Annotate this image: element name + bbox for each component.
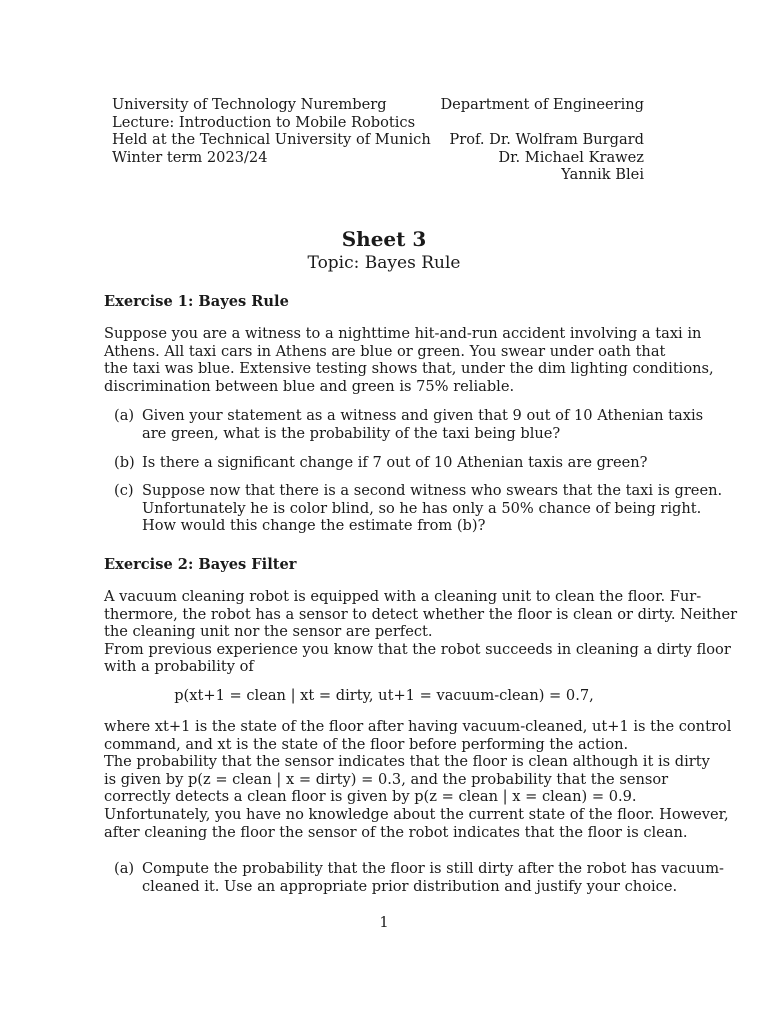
header-person-1: Prof. Dr. Wolfram Burgard [449, 131, 644, 149]
exercise-2-heading: Exercise 2: Bayes Filter [104, 556, 297, 573]
exercise-1-heading: Exercise 1: Bayes Rule [104, 293, 289, 310]
item-line: Is there a significant change if 7 out of 10 Athenian taxis are green? [142, 454, 648, 471]
header-staff-block [440, 96, 644, 184]
paragraph-line: Suppose you are a witness to a nighttime hit-and-run accident involving a taxi in [104, 325, 702, 342]
item-label: (b) [114, 454, 135, 471]
paragraph-line: The probability that the sensor indicates that the floor is clean although it is dirty [104, 753, 710, 771]
item-label: (a) [114, 407, 135, 424]
transition-probability-formula: p(xt+1 = clean | xt = dirty, ut+1 = vacuum-clean) = 0.7, [174, 687, 594, 704]
paragraph-line: Athens. All taxi cars in Athens are blue or green. You swear under oath that [104, 342, 666, 360]
exercise-1-intro [104, 325, 714, 395]
paragraph-line: the cleaning unit nor the sensor are perfect. [104, 623, 433, 641]
paragraph-line: From previous experience you know that the robot succeeds in cleaning a dirty floor [104, 640, 731, 658]
sheet-title-block [0, 226, 768, 274]
paragraph-line: Unfortunately, you have no knowledge about the current state of the floor. However, [104, 805, 729, 823]
item-line: Given your statement as a witness and given that 9 out of 10 Athenian taxis [142, 407, 704, 424]
paragraph-line: A vacuum cleaning robot is equipped with a cleaning unit to clean the floor. Fur- [104, 588, 702, 605]
paragraph-line: command, and xt is the state of the floor before performing the action. [104, 735, 629, 753]
header-institution-block [112, 96, 431, 166]
paragraph-line: discrimination between blue and green is 75% reliable. [104, 377, 515, 395]
item-text [142, 482, 723, 535]
header-person-3: Yannik Blei [561, 166, 644, 184]
exercise-2-intro [104, 588, 738, 676]
item-line: How would this change the estimate from (b)? [142, 517, 486, 535]
header-university: University of Technology Nuremberg [112, 96, 387, 113]
item-line: Compute the probability that the floor is still dirty after the robot has vacuum- [142, 860, 724, 877]
paragraph-line: where xt+1 is the state of the floor after having vacuum-cleaned, ut+1 is the control [104, 718, 732, 735]
paragraph-line: with a probability of [104, 658, 254, 676]
sheet-topic: Topic: Bayes Rule [307, 253, 461, 273]
item-text [142, 454, 654, 472]
paragraph-line: the taxi was blue. Extensive testing shows that, under the dim lighting conditions, [104, 360, 714, 378]
paragraph-line: is given by p(z = clean | x = dirty) = 0.3, and the probability that the sensor [104, 770, 669, 788]
header-held-at: Held at the Technical University of Munich [112, 131, 431, 149]
item-line: cleaned it. Use an appropriate prior distribution and justify your choice. [142, 877, 678, 895]
header-person-2: Dr. Michael Krawez [498, 148, 644, 166]
exercise-2-body [104, 718, 732, 841]
paragraph-line: after cleaning the floor the sensor of the robot indicates that the floor is clean. [104, 823, 688, 841]
paragraph-line: thermore, the robot has a sensor to detect whether the floor is clean or dirty. Neither [104, 605, 738, 623]
item-text [142, 407, 704, 442]
item-label: (c) [114, 482, 134, 499]
header-term: Winter term 2023/24 [112, 148, 268, 166]
header-department: Department of Engineering [440, 96, 644, 113]
paragraph-line: correctly detects a clean floor is given by p(z = clean | x = clean) = 0.9. [104, 788, 637, 806]
sheet-title: Sheet 3 [341, 227, 427, 251]
item-line: Suppose now that there is a second witness who swears that the taxi is green. [142, 482, 723, 499]
item-line: Unfortunately he is color blind, so he has only a 50% chance of being right. [142, 499, 702, 517]
page-number: 1 [379, 914, 389, 931]
item-text [142, 860, 724, 895]
item-line: are green, what is the probability of the taxi being blue? [142, 424, 561, 442]
item-label: (a) [114, 860, 135, 877]
header-lecture: Lecture: Introduction to Mobile Robotics [112, 113, 416, 131]
